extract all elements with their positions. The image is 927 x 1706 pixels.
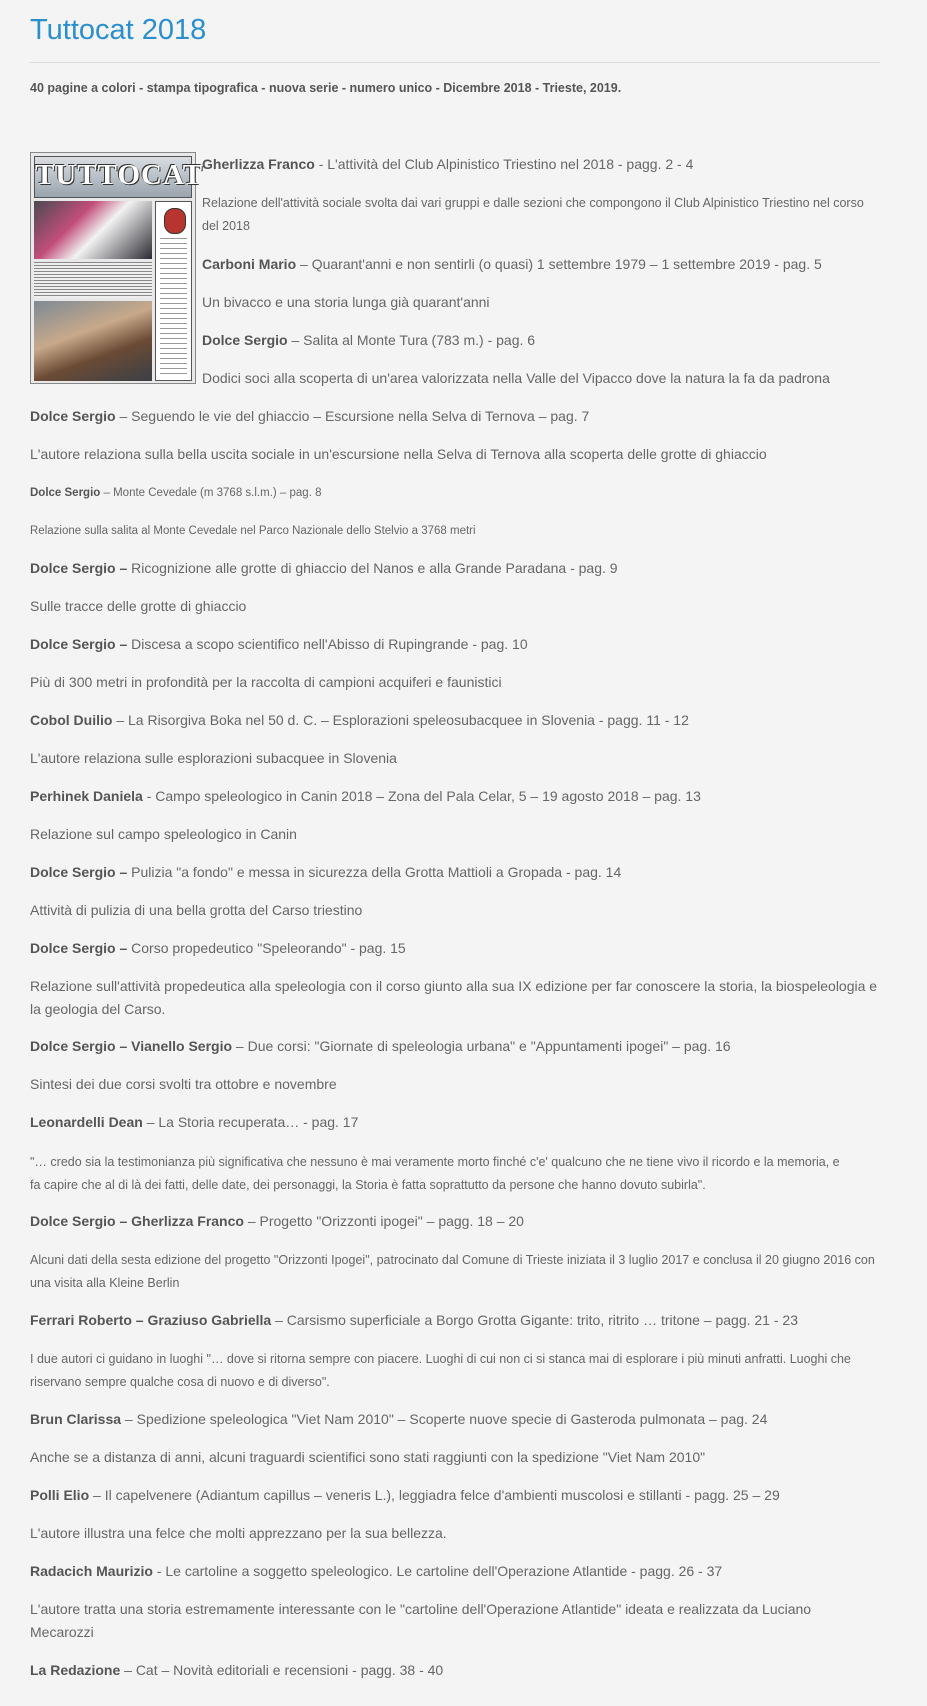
- entry-description: Anche se a distanza di anni, alcuni traguardi scientifici sono stati raggiunti con la spedizione "Viet Nam 2010": [30, 1449, 706, 1465]
- cover-sidebar: [155, 201, 192, 381]
- entry-author: Radacich Maurizio: [30, 1563, 153, 1579]
- entry-description: I due autori ci guidano in luoghi "… dove si ritorna sempre con piacere. Luoghi di cui non ci si stanca mai di esplorare i più minuti anfratti. Luoghi che riservano sempre qualche cosa di nuovo e di diverso".: [30, 1352, 851, 1389]
- entry-author: Dolce Sergio: [30, 487, 101, 499]
- entry-title: [30, 1035, 731, 1058]
- entry-title: [30, 861, 621, 884]
- entry-description: Un bivacco e una storia lunga già quarant'anni: [202, 294, 490, 310]
- entry-description: Relazione dell'attività sociale svolta dai vari gruppi e dalle sezioni che compongono il Club Alpinistico Triestino nel corso del 2018: [202, 196, 864, 233]
- entry-rest: Corso propedeutico "Speleorando" - pag. 15: [127, 940, 406, 956]
- entry-description: Relazione sull'attività propedeutica alla speleologia con il corso giunto alla sua IX edizione per far conoscere la storia, la biospeleologia e la geologia del Carso.: [30, 978, 878, 1017]
- entry-title: [30, 937, 406, 960]
- entry-author: Dolce Sergio: [30, 408, 116, 424]
- entry-author: Dolce Sergio –: [30, 560, 128, 576]
- entry-description: Sintesi dei due corsi svolti tra ottobre e novembre: [30, 1076, 337, 1092]
- cover-photo-bottom: [34, 301, 152, 381]
- entry-rest: Pulizia "a fondo" e messa in sicurezza della Grotta Mattioli a Gropada - pag. 14: [127, 864, 622, 880]
- entry-rest: – Monte Cevedale (m 3768 s.l.m.) – pag. 8: [100, 487, 322, 499]
- entry-author: Perhinek Daniela: [30, 788, 143, 804]
- entry-title: [30, 1659, 443, 1682]
- entry-author: Dolce Sergio – Gherlizza Franco: [30, 1213, 244, 1229]
- cover-text-block: [34, 262, 152, 298]
- entry-title: [30, 482, 321, 505]
- entry-rest: – Carsismo superficiale a Borgo Grotta Gigante: trito, ritrito … tritone – pagg. 21 - 23: [271, 1312, 798, 1328]
- cover-sidebar-text: [160, 238, 187, 376]
- entry-title: [30, 1560, 722, 1583]
- entry-title: [30, 633, 528, 656]
- entry-author: Leonardelli Dean: [30, 1114, 143, 1130]
- entry-title: [202, 253, 822, 276]
- entry-title: [30, 1210, 524, 1233]
- entry-title: [30, 709, 689, 732]
- entry-rest: – Spedizione speleologica "Viet Nam 2010" – Scoperte nuove specie di Gasteroda pulmonata – pag. 24: [121, 1411, 768, 1427]
- entry-author: Brun Clarissa: [30, 1411, 122, 1427]
- entry-title: [202, 329, 535, 352]
- entry-author: La Redazione: [30, 1662, 121, 1678]
- entry-description: Dodici soci alla scoperta di un'area valorizzata nella Valle del Vipacco dove la natura la fa da padrona: [202, 370, 830, 386]
- entry-rest: – Progetto "Orizzonti ipogei" – pagg. 18 – 20: [243, 1213, 524, 1229]
- entry-rest: – La Storia recuperata… - pag. 17: [142, 1114, 359, 1130]
- cover-photo-top: [34, 201, 152, 259]
- entry-description: Attività di pulizia di una bella grotta del Carso triestino: [30, 902, 363, 918]
- entry-description: "… credo sia la testimonianza più significativa che nessuno è mai veramente morto finché c'e' qualcuno che ne tiene vivo il ricordo e la memoria, e fa capire che al di là dei fatti, delle date, dei personaggi, la Storia è fatta soprattutto da persone che hanno dovuto subirla".: [30, 1155, 840, 1192]
- entry-title: [30, 1111, 358, 1134]
- entry-title: [202, 153, 693, 176]
- entry-author: Dolce Sergio: [202, 332, 288, 348]
- entry-rest: - Le cartoline a soggetto speleologico. Le cartoline dell'Operazione Atlantide - pagg. 26 - 37: [152, 1563, 723, 1579]
- entry-rest: Ricognizione alle grotte di ghiaccio del Nanos e alla Grande Paradana - pag. 9: [127, 560, 618, 576]
- entry-author: Polli Elio: [30, 1487, 90, 1503]
- entry-rest: – Il capelvenere (Adiantum capillus – veneris L.), leggiadra felce d'ambienti muscolosi e stillanti - pagg. 25 – 29: [89, 1487, 780, 1503]
- entry-rest: – Due corsi: "Giornate di speleologia urbana" e "Appuntamenti ipogei" – pag. 16: [232, 1038, 731, 1054]
- entry-description: L'autore relaziona sulla bella uscita sociale in un'escursione nella Selva di Ternova alla scoperta delle grotte di ghiaccio: [30, 446, 767, 462]
- entry-title: [30, 557, 618, 580]
- cover-masthead: TUTTOCAT: [34, 156, 192, 198]
- entry-author: Cobol Duilio: [30, 712, 113, 728]
- title-divider: [30, 62, 880, 63]
- entry-title: [30, 785, 701, 808]
- entry-rest: Discesa a scopo scientifico nell'Abisso di Rupingrande - pag. 10: [127, 636, 528, 652]
- entry-author: Carboni Mario: [202, 256, 297, 272]
- entry-author: Dolce Sergio –: [30, 864, 128, 880]
- entry-author: Dolce Sergio –: [30, 940, 128, 956]
- entry-rest: – Salita al Monte Tura (783 m.) - pag. 6: [287, 332, 536, 348]
- entry-description: L'autore tratta una storia estremamente interessante con le "cartoline dell'Operazione Atlantide" ideata e realizzata da Luciano Mecarozzi: [30, 1601, 812, 1640]
- entry-rest: - Campo speleologico in Canin 2018 – Zona del Pala Celar, 5 – 19 agosto 2018 – pag. 13: [142, 788, 701, 804]
- entry-title: [30, 1484, 780, 1507]
- entry-rest: – Seguendo le vie del ghiaccio – Escursione nella Selva di Ternova – pag. 7: [115, 408, 590, 424]
- entry-description: Sulle tracce delle grotte di ghiaccio: [30, 598, 247, 614]
- entry-author: Dolce Sergio – Vianello Sergio: [30, 1038, 233, 1054]
- entry-description: L'autore illustra una felce che molti apprezzano per la sua bellezza.: [30, 1525, 447, 1541]
- entry-title: [30, 1309, 798, 1332]
- entry-description: Relazione sulla salita al Monte Cevedale nel Parco Nazionale dello Stelvio a 3768 metri: [30, 525, 476, 537]
- entry-rest: – Cat – Novità editoriali e recensioni - pagg. 38 - 40: [120, 1662, 444, 1678]
- entry-title: [30, 1408, 767, 1431]
- entry-author: Gherlizza Franco: [202, 156, 315, 172]
- entry-description: Più di 300 metri in profondità per la raccolta di campioni acquiferi e faunistici: [30, 674, 502, 690]
- entry-description: L'autore relaziona sulle esplorazioni subacquee in Slovenia: [30, 750, 397, 766]
- cover-image[interactable]: [30, 152, 204, 384]
- entry-rest: - L'attività del Club Alpinistico Triestino nel 2018 - pagg. 2 - 4: [314, 156, 694, 172]
- entry-description: Alcuni dati della sesta edizione del progetto "Orizzonti Ipogei", patrocinato dal Comune di Trieste iniziata il 3 luglio 2017 e conclusa il 20 giugno 2016 con una visita alla Kleine Berlin: [30, 1253, 875, 1290]
- entry-title: [30, 405, 589, 428]
- entry-author: Ferrari Roberto – Graziuso Gabriella: [30, 1312, 272, 1328]
- cover-emblem-icon: [164, 208, 186, 234]
- entry-rest: – La Risorgiva Boka nel 50 d. C. – Esplorazioni speleosubacquee in Slovenia - pagg. 11 - 12: [112, 712, 689, 728]
- page-title[interactable]: Tuttocat 2018: [30, 14, 207, 46]
- entry-rest: – Quarant'anni e non sentirli (o quasi) 1 settembre 1979 – 1 settembre 2019 - pag. 5: [296, 256, 822, 272]
- entry-author: Dolce Sergio –: [30, 636, 128, 652]
- issue-subtitle: 40 pagine a colori - stampa tipografica - nuova serie - numero unico - Dicembre 2018 - Trieste, 2019.: [30, 81, 622, 95]
- entry-description: Relazione sul campo speleologico in Canin: [30, 826, 297, 842]
